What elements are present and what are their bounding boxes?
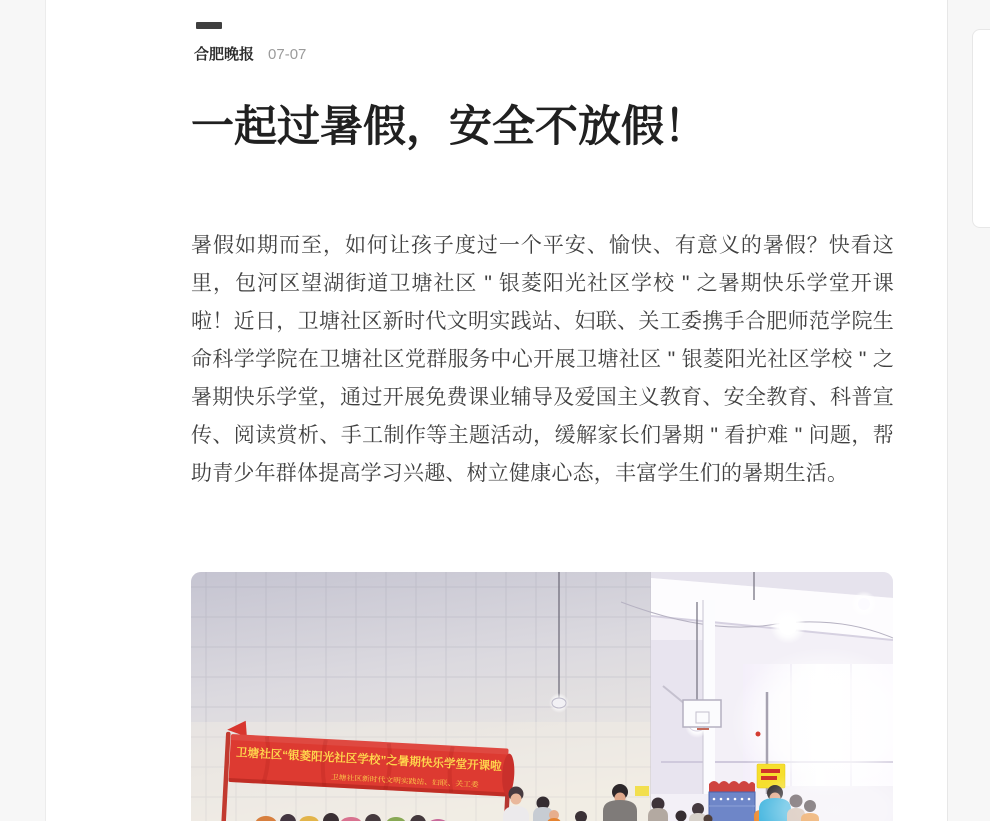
publish-date: 07-07 [268, 46, 307, 63]
blue-rack [709, 781, 755, 821]
source-name[interactable]: 合肥晚报 [194, 46, 255, 63]
article-photo[interactable] [191, 572, 893, 821]
article-panel [45, 0, 948, 821]
source-row [194, 43, 306, 64]
article-paragraph: 暑假如期而至，如何让孩子度过一个平安、愉快、有意义的暑假？快看这里，包河区望湖街道卫塘社区 " 银菱阳光社区学校 " 之暑期快乐学堂开课啦！近日，卫塘社区新时代文明实践站、妇联、关工委携手合肥师范学院生命科学学院在卫塘社区党群服务中心开展卫塘社区 " 银菱阳光社区学校 " 之暑期快乐学堂，通过开展免费课业辅导及爱国主义教育、安全教育、科普宣传、阅读赏析、手工制作等主题活动，缓解家长们暑期 " 看护难 " 问题，帮助青少年群体提高学习兴趣、树立健康心态，丰富学生们的暑期生活。 [191, 234, 894, 485]
article-title: 一起过暑假，安全不放假！ [191, 104, 707, 151]
banner-slogan-sub: 卫塘社区新时代文明实践站、妇联、关工委 [330, 774, 464, 789]
side-widget-card[interactable] [972, 29, 990, 228]
source-logo-dash [196, 22, 222, 29]
community-event-photo [191, 572, 893, 821]
banner-slogan-main: 卫塘社区“银菱阳光社区学校”之暑期快乐学堂开课啦 [235, 745, 508, 774]
